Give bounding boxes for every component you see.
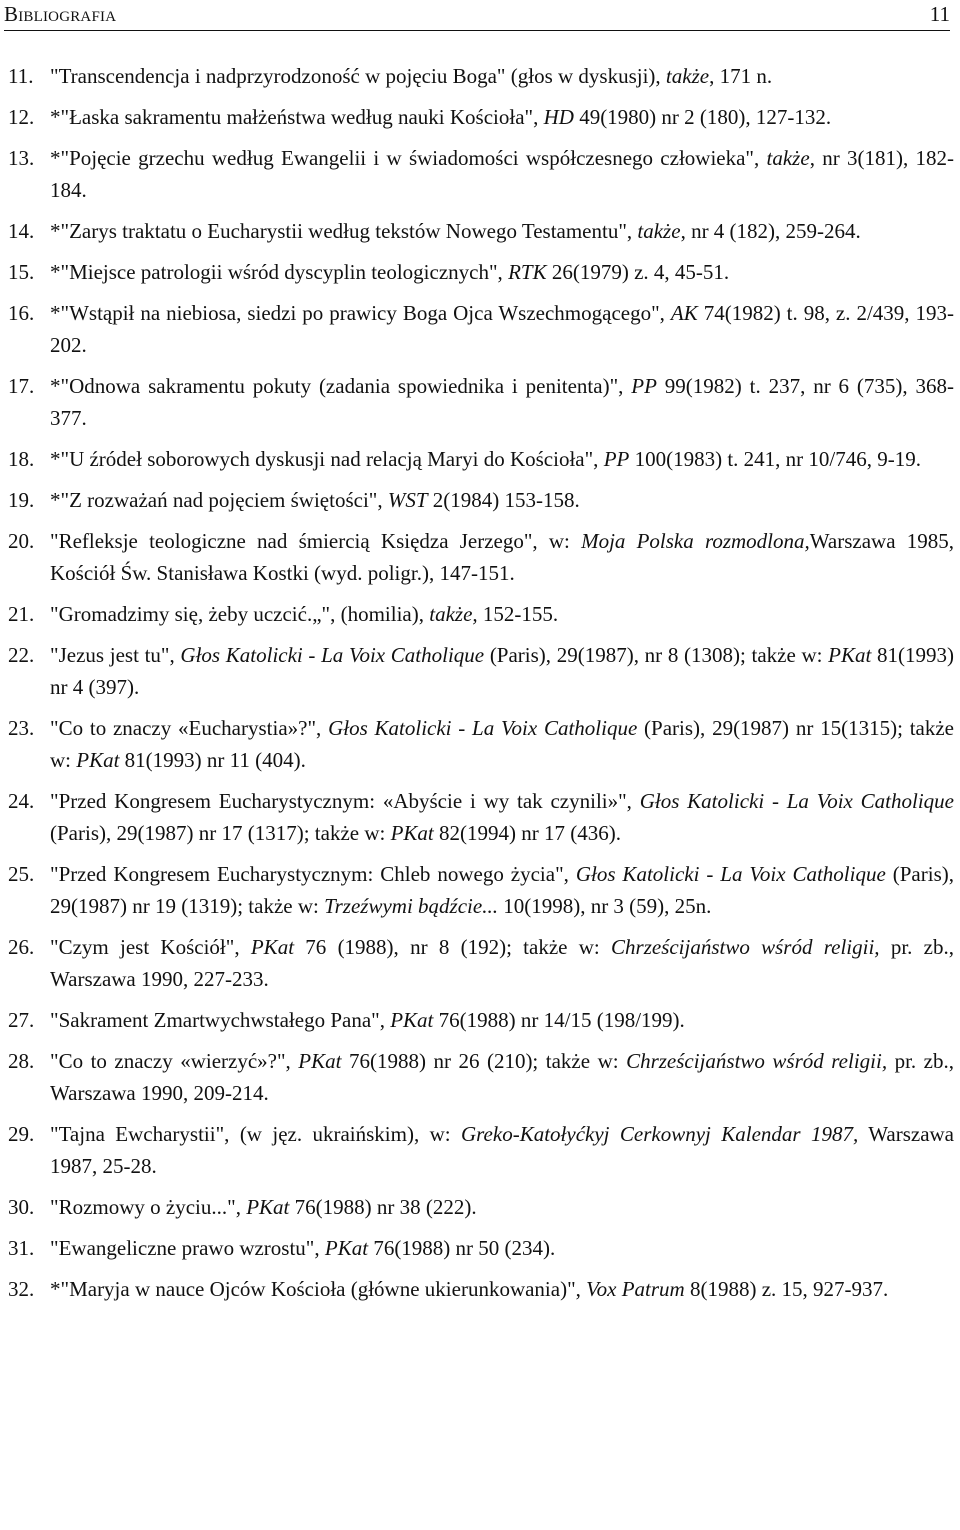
entry-number: 19.: [8, 488, 35, 512]
entry-text: [50, 643, 954, 699]
entry-text: [50, 716, 954, 772]
entry-text-segment: 100(1983) t. 241, nr 10/746, 9-19.: [629, 447, 921, 471]
entry-source-title: także,: [429, 602, 478, 626]
entry-text-segment: , nr 4 (182), 259-264.: [680, 219, 861, 243]
entry-number: 27.: [8, 1008, 35, 1032]
entry-number: 14.: [8, 219, 35, 243]
entry-source-title: PKat: [246, 1195, 290, 1219]
entry-source-title: Vox Patrum: [586, 1277, 685, 1301]
entry-source-title: Głos Katolicki - La Voix Catholique: [639, 789, 954, 813]
entry-text: [50, 447, 921, 471]
bibliography-entry: [8, 256, 954, 288]
entry-source-title: Chrześcijaństwo wśród religii,: [626, 1049, 888, 1073]
bibliography-entry: [8, 785, 954, 849]
entry-text: [50, 935, 954, 991]
entry-text-segment: "Co to znaczy «Eucharystia»?",: [50, 716, 329, 740]
entry-source-title: także: [766, 146, 810, 170]
entry-text-segment: pr. zb., Warszawa 1990, 209-214.: [50, 1049, 954, 1105]
entry-text-segment: 99(1982) t. 237, nr 6 (735), 368-377.: [50, 374, 954, 430]
entry-text-segment: 76 (1988), nr 8 (192); także w:: [294, 935, 612, 959]
entry-text-segment: *"Z rozważań nad pojęciem świętości",: [50, 488, 388, 512]
entry-number: 25.: [8, 862, 35, 886]
entry-number: 29.: [8, 1122, 35, 1146]
entry-text-segment: 82(1994) nr 17 (436).: [433, 821, 621, 845]
entry-text: [50, 146, 954, 202]
entry-number: 24.: [8, 789, 35, 813]
bibliography-entry: [8, 1045, 954, 1109]
entry-source-title: PKat: [324, 1236, 369, 1260]
entry-text-segment: "Refleksje teologiczne nad śmiercią Księdza Jerzego", w:: [50, 529, 582, 553]
entry-text: [50, 301, 954, 357]
header-rule: [4, 30, 950, 31]
entry-text-segment: 76(1988) nr 38 (222).: [289, 1195, 477, 1219]
entry-text: [50, 1008, 685, 1032]
entry-text-segment: 8(1988) z. 15, 927-937.: [684, 1277, 889, 1301]
entry-text: [50, 105, 831, 129]
entry-source-title: PKat: [390, 821, 434, 845]
bibliography-entry: [8, 1191, 954, 1223]
entry-text-segment: "Ewangeliczne prawo wzrostu",: [50, 1236, 325, 1260]
entry-text-segment: pr. zb., Warszawa 1990, 227-233.: [50, 935, 955, 991]
entry-number: 32.: [8, 1277, 35, 1301]
entry-text-segment: 81(1993) nr 4 (397).: [50, 643, 954, 699]
entry-text-segment: 26(1979) z. 4, 45-51.: [546, 260, 730, 284]
entry-text-segment: "Transcendencja i nadprzyrodzoność w pojęciu Boga" (głos w dyskusji),: [50, 64, 666, 88]
entry-text-segment: , nr 3(181), 182-184.: [50, 146, 954, 202]
entry-source-title: AK: [670, 301, 698, 325]
entry-text-segment: 10(1998), nr 3 (59), 25n.: [497, 894, 712, 918]
entry-text: [50, 64, 772, 88]
entry-text-segment: 76(1988) nr 50 (234).: [368, 1236, 556, 1260]
entry-text-segment: *"Łaska sakramentu małżeństwa według nauki Kościoła",: [50, 105, 544, 129]
entry-number: 28.: [8, 1049, 35, 1073]
bibliography-entry: [8, 1232, 954, 1264]
bibliography-entry: [8, 712, 954, 776]
entry-text-segment: (Paris), 29(1987) nr 19 (1319); także w:: [50, 862, 954, 918]
entry-text: [50, 260, 729, 284]
bibliography-entry: [8, 142, 954, 206]
entry-number: 18.: [8, 447, 35, 471]
entry-text-segment: *"U źródeł soborowych dyskusji nad relacją Maryi do Kościoła",: [50, 447, 604, 471]
entry-number: 13.: [8, 146, 35, 170]
bibliography-entry: [8, 931, 954, 995]
entry-source-title: także: [637, 219, 681, 243]
entry-text-segment: "Gromadzimy się, żeby uczcić.„", (homilia),: [50, 602, 430, 626]
entry-source-title: PP: [631, 374, 657, 398]
entry-source-title: RTK: [508, 260, 547, 284]
bibliography-entry: [8, 370, 954, 434]
entry-text-segment: *"Pojęcie grzechu według Ewangelii i w świadomości współczesnego człowieka",: [50, 146, 767, 170]
bibliography-entry: [8, 443, 954, 475]
entry-source-title: Głos Katolicki - La Voix Catholique: [575, 862, 886, 886]
entry-text-segment: Warszawa 1987, 25-28.: [50, 1122, 954, 1178]
entry-source-title: PKat: [250, 935, 295, 959]
entry-number: 15.: [8, 260, 35, 284]
entry-text: [50, 1195, 477, 1219]
entry-text-segment: (Paris), 29(1987) nr 15(1315); także w:: [50, 716, 954, 772]
entry-text: [50, 1049, 954, 1105]
entry-number: 30.: [8, 1195, 35, 1219]
entry-number: 16.: [8, 301, 35, 325]
entry-text: [50, 1236, 555, 1260]
entry-text-segment: 152-155.: [477, 602, 559, 626]
entry-source-title: HD: [543, 105, 574, 129]
entry-text: [50, 1122, 954, 1178]
entry-text: [50, 529, 954, 585]
entry-text-segment: "Przed Kongresem Eucharystycznym: Chleb nowego życia",: [50, 862, 576, 886]
entry-text-segment: (Paris), 29(1987), nr 8 (1308); także w:: [484, 643, 829, 667]
entry-text: [50, 1277, 888, 1301]
entry-text-segment: 49(1980) nr 2 (180), 127-132.: [573, 105, 832, 129]
entry-text-segment: (Paris), 29(1987) nr 17 (1317); także w:: [50, 821, 391, 845]
entry-source-title: Głos Katolicki - La Voix Catholique: [328, 716, 638, 740]
entry-source-title: PP: [603, 447, 630, 471]
entry-number: 26.: [8, 935, 35, 959]
entry-number: 22.: [8, 643, 35, 667]
entry-number: 23.: [8, 716, 35, 740]
bibliography-entry: [8, 1118, 954, 1182]
entry-source-title: PKat: [298, 1049, 342, 1073]
bibliography-entry: [8, 525, 954, 589]
bibliography-entry: [8, 297, 954, 361]
entry-text-segment: "Sakrament Zmartwychwstałego Pana",: [50, 1008, 391, 1032]
entry-text-segment: 76(1988) nr 26 (210); także w:: [341, 1049, 627, 1073]
bibliography-list: [8, 60, 954, 1314]
page-number: 11: [929, 2, 950, 26]
entry-text-segment: , 171 n.: [709, 64, 773, 88]
entry-source-title: Głos Katolicki - La Voix Catholique: [180, 643, 485, 667]
bibliography-entry: [8, 215, 954, 247]
entry-source-title: Trzeźwymi bądźcie...: [324, 894, 498, 918]
bibliography-entry: [8, 639, 954, 703]
entry-text: [50, 862, 954, 918]
entry-text-segment: 2(1984) 153-158.: [427, 488, 580, 512]
entry-number: 17.: [8, 374, 35, 398]
running-title: Bibliografia: [4, 2, 117, 26]
page-header: [4, 0, 950, 32]
bibliography-entry: [8, 60, 954, 92]
entry-text-segment: *"Maryja w nauce Ojców Kościoła (główne ukierunkowania)",: [50, 1277, 587, 1301]
entry-source-title: Moja Polska rozmodlona,: [581, 529, 810, 553]
bibliography-entry: [8, 858, 954, 922]
bibliography-entry: [8, 484, 954, 516]
entry-source-title: PKat: [390, 1008, 434, 1032]
entry-text: [50, 789, 954, 845]
entry-text: [50, 488, 580, 512]
entry-text-segment: *"Odnowa sakramentu pokuty (zadania spowiednika i penitenta)",: [50, 374, 632, 398]
entry-text-segment: "Czym jest Kościół",: [50, 935, 251, 959]
entry-number: 20.: [8, 529, 35, 553]
entry-number: 21.: [8, 602, 35, 626]
entry-text-segment: 74(1982) t. 98, z. 2/439, 193-202.: [50, 301, 954, 357]
entry-source-title: WST: [387, 488, 428, 512]
entry-source-title: także: [665, 64, 710, 88]
entry-number: 12.: [8, 105, 35, 129]
entry-text-segment: "Tajna Ewcharystii", (w jęz. ukraińskim), w:: [50, 1122, 461, 1146]
entry-text-segment: *"Wstąpił na niebiosa, siedzi po prawicy Boga Ojca Wszechmogącego",: [50, 301, 671, 325]
entry-number: 11.: [8, 64, 34, 88]
entry-text-segment: *"Miejsce patrologii wśród dyscyplin teologicznych",: [50, 260, 509, 284]
entry-source-title: PKat: [828, 643, 872, 667]
entry-text-segment: *"Zarys traktatu o Eucharystii według tekstów Nowego Testamentu",: [50, 219, 638, 243]
entry-text: [50, 219, 861, 243]
entry-text-segment: "Rozmowy o życiu...",: [50, 1195, 247, 1219]
entry-source-title: PKat: [76, 748, 120, 772]
entry-text: [50, 374, 954, 430]
entry-text-segment: "Co to znaczy «wierzyć»?",: [50, 1049, 299, 1073]
bibliography-entry: [8, 1004, 954, 1036]
bibliography-entry: [8, 1273, 954, 1305]
bibliography-entry: [8, 101, 954, 133]
entry-text-segment: "Jezus jest tu",: [50, 643, 181, 667]
entry-text-segment: 81(1993) nr 11 (404).: [119, 748, 306, 772]
entry-number: 31.: [8, 1236, 35, 1260]
entry-text: [50, 602, 558, 626]
bibliography-entry: [8, 598, 954, 630]
entry-text-segment: Warszawa 1985, Kościół Św. Stanisława Kostki (wyd. poligr.), 147-151.: [50, 529, 954, 585]
entry-text-segment: 76(1988) nr 14/15 (198/199).: [433, 1008, 685, 1032]
entry-source-title: Chrześcijaństwo wśród religii,: [611, 935, 880, 959]
entry-text-segment: "Przed Kongresem Eucharystycznym: «Abyście i wy tak czynili»",: [50, 789, 640, 813]
entry-source-title: Greko-Katołyćkyj Cerkownyj Kalendar 1987,: [461, 1122, 859, 1146]
